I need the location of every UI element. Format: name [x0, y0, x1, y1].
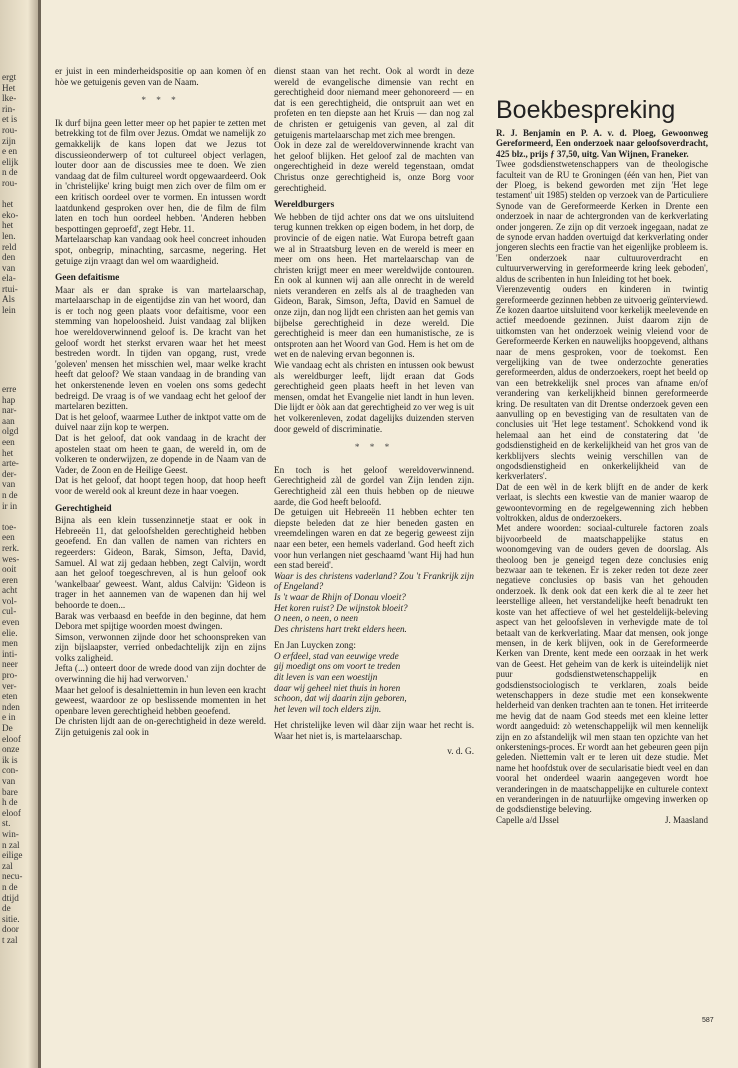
gutter-line: n de [2, 881, 18, 892]
gutter-line: eilige [2, 850, 23, 861]
poem-line: schoon, dat wij daarin zijn geboren, [274, 693, 407, 704]
paragraph: Dat de een wèl in de kerk blijft en de ander de kerk verlaat, is slechts een kwestie van de manier waarop de gewoontevorming en de regelgewenning zich hebben voltrokken, aldus de onderzoekers. [496, 481, 708, 524]
gutter-line: van [2, 479, 16, 490]
poem-line: O erfdeel, stad van eeuwige vrede [274, 650, 399, 661]
gutter-line: ela- [2, 273, 16, 284]
paragraph: Met andere woorden: sociaal-culturele factoren zoals bijvoorbeeld de maatschappelijke status en woonomgeving van de ouders geven de doorslag. Als theoloog ben je geneigd tegen deze conclusies enig bezwaar aan te tekenen. Er is zeker reden tot deze zeer negatieve conclusies op basis van het gehouden onderzoek. Ik denk ook dat een kerk die al te zeer het leerstellige alleen, het verstandelijke heeft benadrukt ten koste van het affectieve of wel het gesteldelijk-beleving aspect van het geloofsleven in verhevigde mate de tol betaalt van de kerkverlating. Maar dat mensen, ook jonge mensen, in de kerk blijven, ook in de Gereformeerde Kerken van Drente, kent mede een oorzaak in het werk van de Geest. Het geheim van de kerk is uiteindelijk niet puur godsdienstwetenschappelijk en godsdienstsociologisch te verklaren, zoals beide wetenschappers in deze studie met een konsekwente helderheid van denken trachten aan te tonen. Het irriteerde me hevig dat de naam God steeds met een kleine letter wordt aangeduid: zò wetenschappelijk wil men kennelijk zijn en zo afstandelijk wil men staan ten opzichte van het onkerstenings-proces. Er wordt aan het gebeuren geen pijn geleden. Niettemin valt er te leren uit deze studie. Met name het hoofdstuk over de secularisatie biedt veel en dan vooral het onderdeel waarin aangegeven wordt hoe veranderingen in de maatschappelijke en culturele context en veranderingen in de natuurlijke omgeving inwerken op de godsdienstige beleving. [496, 523, 708, 815]
gutter-line: Als [2, 294, 15, 305]
gutter-line: olgd [2, 426, 19, 437]
gutter-line: het [2, 220, 14, 231]
gutter-line: elijk [2, 156, 19, 167]
gutter-line: reld [2, 241, 17, 252]
gutter-line: van [2, 775, 16, 786]
gutter-line: zijn [2, 135, 16, 146]
gutter-line: dtijd [2, 892, 19, 903]
gutter-line: h de [2, 797, 18, 808]
review-title: Boekbespreking [496, 96, 676, 124]
paragraph: er juist in een minderheidspositie op aan komen òf en hòe we getuigenis geven van de Naam. [55, 66, 266, 87]
paragraph: De getuigen uit Hebreeën 11 hebben echter ten diepste beleden dat ze hier beneden gasten en vreemdelingen waren en dat ze begerig geweest zijn naar een beter, een hemels vaderland. God heeft zich voor hun verlangen niet geschaamd 'want Hij had hun een stad bereid'. [274, 507, 474, 571]
gutter-line: lein [2, 305, 16, 316]
paragraph: Ik durf bijna geen letter meer op het papier te zetten met betrekking tot de film over Jezus. Omdat we namelijk zo gemakkelijk de kans lopen dat we Jezus tot discussieonderwerp of tot cultureel object verlagen, louter door aan de discussies mee te doen. We zien vandaag dat de film cultureel wordt opgewaardeerd. Ook in 'christelijke' kring buigt men zich over de film om er een kritisch oordeel over te vormen. En intussen wordt laatdunkend gesproken over hen, die de film de film laten en toch hun oordeel hebben. 'Anderen hebben bespottingen geproefd', zegt Hebr. 11. [55, 117, 266, 234]
gutter-line: cul- [2, 606, 17, 617]
paragraph: Dat is het geloof, waarmee Luther de inktpot vatte om de duivel naar zijn kop te werpen. [55, 411, 266, 433]
gutter-line: rou- [2, 124, 18, 135]
gutter-line: men [2, 638, 18, 649]
gutter-line: con- [2, 765, 19, 776]
gutter-line: het [2, 199, 14, 210]
gutter-line: het [2, 447, 14, 458]
paragraph: Maar het geloof is desalniettemin in hun leven een kracht geweest, waardoor ze op beslissende momenten in het openbare leven gerechtigheid hebben geoefend. [55, 684, 266, 716]
paragraph: Bijna als een klein tussenzinnetje staat er ook in Hebreeën 11, dat geloofshelden gerechtigheid hebben geoefend. En dan vallen de namen van richters en regeerders: Gideon, Barak, Simson, Jefta, David, Samuel. Al wat zij gedaan hebben, zegt Calvijn, wordt aan het geloof toegeschreven, al is hun geloof ook 'wankelbaar' geweest. Want, aldus Calvijn: 'Gideon is trager in het aannemen van de wapenen dan hij wel behoorde te doen... [55, 515, 266, 610]
gutter-line: necu- [2, 871, 23, 882]
gutter-line: n de [2, 167, 18, 178]
paragraph: Dat is het geloof, dat hoopt tegen hoop, dat hoop heeft voor de wereld ook al kreunt deze in haar voegen. [55, 475, 266, 496]
gutter-line: De [2, 723, 13, 733]
gutter-line: een [2, 532, 15, 543]
gutter-line: ir in [2, 500, 18, 511]
gutter-line: eloof [2, 807, 21, 818]
gutter-line: e en [2, 146, 18, 157]
poem-line: Waar is des christens vaderland? Zou 't Frankrijk zijn of Engeland? [274, 570, 474, 592]
gutter-line: van [2, 262, 16, 273]
gutter-line: Het [2, 82, 16, 93]
gutter-line: n zal [2, 839, 20, 850]
gutter-line: eloof [2, 733, 21, 744]
gutter-line: lke- [2, 93, 17, 104]
paragraph: Jefta (...) onteert door de wrede dood van zijn dochter de overwinning die hij had verworven.' [55, 663, 266, 685]
book-citation: R. J. Benjamin en P. A. v. d. Ploeg, Gewoonweg Gereformeerd, Een onderzoek naar geloofsoverdracht, 425 blz., prijs ƒ 37,50, uitg. Van Wijnen, Franeker. [496, 128, 708, 159]
section-divider: * * * [141, 95, 180, 106]
gutter-line: rou- [2, 177, 18, 188]
gutter-line [2, 511, 36, 522]
gutter-line: even [2, 617, 20, 628]
previous-page-text-bottom [2, 384, 36, 945]
gutter-line: eren [2, 574, 18, 585]
gutter-line: een [2, 436, 15, 447]
gutter-line: arte- [2, 458, 19, 469]
paragraph: Twee godsdienstwetenschappers van de theologische faculteit van de RU te Groningen (één van hen, Piet van der Ploeg, is bekend geworden met zijn 'Het lege testament' uit 1985) stelden op verzoek van de Particuliere Synode van de Gereformeerde Kerken in Drente een onderzoek in naar de achtergronden van de kerkverlating onder jongeren. Ze zijn op dit verzoek ingegaan, nadat ze de synode ervan hadden overtuigd dat kerkverlating onder jongeren slechts een fractie van het eigenlijke probleem is. 'Een onderzoek naar cultuuroverdracht en cultuurverwerving in gereformeerde kring leek geboden', aldus de scribenten in hun Inleiding tot het boek. [496, 159, 708, 284]
paragraph: Ook in deze zal de wereldoverwinnende kracht van het geloof blijken. Het geloof zal de machten van ongerechtigheid in deze wereld tegenstaan, omdat Christus onze gerechtigheid is, onze Borg voor gerechtigheid. [274, 140, 474, 193]
gutter-line: inti- [2, 648, 18, 659]
gutter-line: ergt [2, 72, 17, 82]
paragraph: Simson, verwonnen zijnde door het schoonspreken van zijn bijslaapster, verried onbedachtelijk zijn en zijns volks zaligheid. [55, 631, 266, 663]
gutter-line [2, 189, 36, 200]
column-middle [274, 66, 474, 756]
gutter-line: n de [2, 489, 18, 500]
paragraph: Martelaarschap kan vandaag ook heel concreet inhouden spot, onbegrip, minachting, sarcasme, negering. Het getuige zijn vraagt dan wel om waardigheid. [55, 234, 266, 266]
author-signature: v. d. G. [447, 745, 474, 756]
previous-page-text-top [2, 72, 36, 316]
signature-author: J. Maasland [665, 814, 708, 825]
column-left [55, 66, 266, 738]
gutter-line: rin- [2, 103, 16, 114]
gutter-line: ik is [2, 754, 18, 765]
paragraph: En Jan Luycken zong: [274, 640, 356, 651]
paragraph: Barak was verbaasd en beefde in den beginne, dat hem Debora met spijtige woorden moest dwingen. [55, 610, 266, 632]
column-right [496, 96, 708, 825]
gutter-line: rerk. [2, 542, 20, 553]
poem-line: Des christens hart trekt elders heen. [274, 623, 407, 634]
paragraph: Maar als er dan sprake is van martelaarschap, martelaarschap in de eigentijdse zin van het woord, dan is er toch nog geen plaats voor defaitisme, voor een stemming van hopeloosheid. Juist vandaag zal blijken hoe wereldoverwinnend geloof is. De kracht van het geloof wordt het sterkst ervaren waar het het meest bestreden wordt. In tijden van opgang, rust, vrede 'goleven' mensen het misschien wel, maar welke kracht heeft dat geloof? We staan vandaag in de branding van het onkerstenende leven en voelen ons soms gedecht bedreigd. De vraag is of we vandaag echt het geloof der martelaren bezitten. [55, 284, 266, 412]
gutter-line: eten [2, 691, 18, 702]
paragraph: De christen lijdt aan de on-gerechtigheid in deze wereld. Zijn getuigenis zal ook in [55, 716, 266, 738]
gutter-line: erre [2, 384, 17, 394]
gutter-line: rtui- [2, 283, 18, 294]
page-fold [38, 0, 41, 1068]
poem-line: het leven wil toch elders zijn. [274, 703, 382, 714]
review-signature [496, 815, 708, 825]
gutter-line: ooit [2, 564, 17, 575]
gutter-line: vol- [2, 595, 17, 606]
poem-quote [274, 571, 474, 635]
poem-line: dit leven is van een woestijn [274, 672, 378, 683]
section-divider: * * * [354, 442, 394, 453]
gutter-line: de [2, 903, 11, 914]
gutter-line: nden [2, 701, 20, 712]
gutter-line: e in [2, 712, 16, 723]
gutter-line: neer [2, 659, 18, 670]
poem-line: Is 't waar de Rhijn of Donau vloeit? [274, 591, 406, 602]
paragraph: Wie vandaag echt als christen en intussen ook bewust als wereldburger leeft, lijdt eraan dat Gods gerechtigheid geen plaats heeft in het leven van mensen, omdat het Evangelie niet landt in hun leven. Die lijdt er òòk aan dat gerechtigheid zo ver weg is uit het volkerenleven, zodat dagelijks duizenden sterven door geweld of discriminatie. [274, 360, 474, 434]
gutter-line: onze [2, 744, 20, 755]
paragraph: We hebben de tijd achter ons dat we ons uitsluitend terug kunnen trekken op eigen bodem, in het dorp, de provincie of de eigen natie. Wat Europa betreft gaan we al in Straatsburg leven en de wereld is meer en meer om ons heen. Het martelaarschap van de christen krijgt meer en meer wereldwijde contouren. En ook al kunnen wij aan alle onrecht in de wereld niets veranderen en zelfs als al de traagheden van Gideon, Barak, Simson, Jefta, David en Samuel de onze zijn, dan nog lijdt een christen aan het gemis van bijbelse gerechtigheid in deze wereld. Die gerechtigheid is meer dan een humanistische, ze is ontsproten aan het Woord van God. Hem is het om de wet en de naleving ervan begonnen is. [274, 211, 474, 360]
gutter-line: bare [2, 786, 18, 797]
paragraph: Vierenzeventig ouders en kinderen in twintig gereformeerde gezinnen hebben ze uitvoerig geïnterviewd. Ze kozen daartoe uitsluitend voor kerkelijk meelevende en actief meedoende gezinnen. Juist daarom zijn de uitkomsten van het onderzoek weinig vleiend voor de Gereformeerde Kerken en nauwelijks hoopgevend, althans naar de mens gesproken, voor de toekomst. Een vergelijking van de twee onderzochte generaties gereformeerden, aldus de onderzoekers, roept het beeld op van een betrekkelijk snel proces van afname en/of verandering van kerkelijkheid binnen gereformeerde kring. De resultaten van dit Drentse onderzoek geven een aanvulling op en bevestiging van de resultaten van de conclusies uit 'Het lege testament'. Schokkend vond ik helemaal aan het eind de constatering dat 'de godsdienstigheid en de kerkelijkheid van het gros van de kerkblijvers slechts weinig verschillen van de ongodsdienstigheid en onkerkelijkheid van de kerkverlaters'. [496, 284, 708, 482]
gutter-line: pro- [2, 670, 18, 681]
gutter-line: nar- [2, 405, 17, 416]
paragraph: Dat is het geloof, dat ook vandaag in de kracht der apostelen staat om heen te gaan, de wereld in, om de volkeren te onderwijzen, ze dopende in de Naam van de Vader, de Zoon en de Heilige Geest. [55, 433, 266, 475]
poem-line: daar wij geheel niet thuis in horen [274, 682, 401, 693]
page-number: 587 [702, 1017, 714, 1024]
gutter-line: eko- [2, 209, 19, 220]
gutter-line: toe- [2, 521, 17, 532]
signature-place: Capelle a/d IJssel [496, 814, 559, 825]
gutter-line: door [2, 924, 19, 935]
poem-line: gij moedigt ons om voort te treden [274, 661, 401, 672]
gutter-line: len. [2, 230, 16, 241]
gutter-line: acht [2, 585, 18, 596]
gutter-line: sitie. [2, 913, 20, 924]
gutter-line: et is [2, 114, 18, 125]
gutter-line: t zal [2, 934, 18, 945]
section-heading: Wereldburgers [274, 200, 335, 211]
section-heading: Gerechtigheid [55, 503, 112, 514]
poem-quote [274, 651, 474, 715]
gutter-line: der- [2, 468, 17, 479]
gutter-line: den [2, 252, 16, 263]
poem-line: Het koren ruist? De wijnstok bloeit? [274, 602, 408, 613]
poem-line: O neen, o neen, o neen [274, 613, 358, 624]
paragraph: En toch is het geloof wereldoverwinnend. Gerechtigheid zàl de gordel van Zijn lenden zijn. Gerechtigheid zàl een thuis hebben op de nieuwe aarde, die God heeft beloofd. [274, 464, 474, 507]
gutter-line: elie. [2, 627, 18, 638]
gutter-line: win- [2, 828, 19, 839]
gutter-line: ver- [2, 680, 17, 691]
gutter-line: zal [2, 860, 13, 871]
gutter-line: aan [2, 415, 15, 426]
gutter-line: wes- [2, 553, 20, 564]
gutter-line: st. [2, 818, 11, 829]
gutter-line: hap [2, 394, 16, 405]
paragraph: dienst staan van het recht. Ook al wordt in deze wereld de evangelische dimensie van recht en gerechtigheid door niemand meer gehonoreerd — en dat is een gerechtigheid, die ontspruit aan wet en profeten en ten diepste aan het Kruis — dan nog zal de christen er getuigenis van geven, al zal dit getuigenis martelaarschap met zich mee brengen. [274, 66, 474, 140]
section-heading: Geen defaitisme [55, 273, 120, 284]
paragraph: Het christelijke leven wil dàar zijn waar het recht is. Waar het niet is, is martelaarschap. [274, 720, 474, 742]
